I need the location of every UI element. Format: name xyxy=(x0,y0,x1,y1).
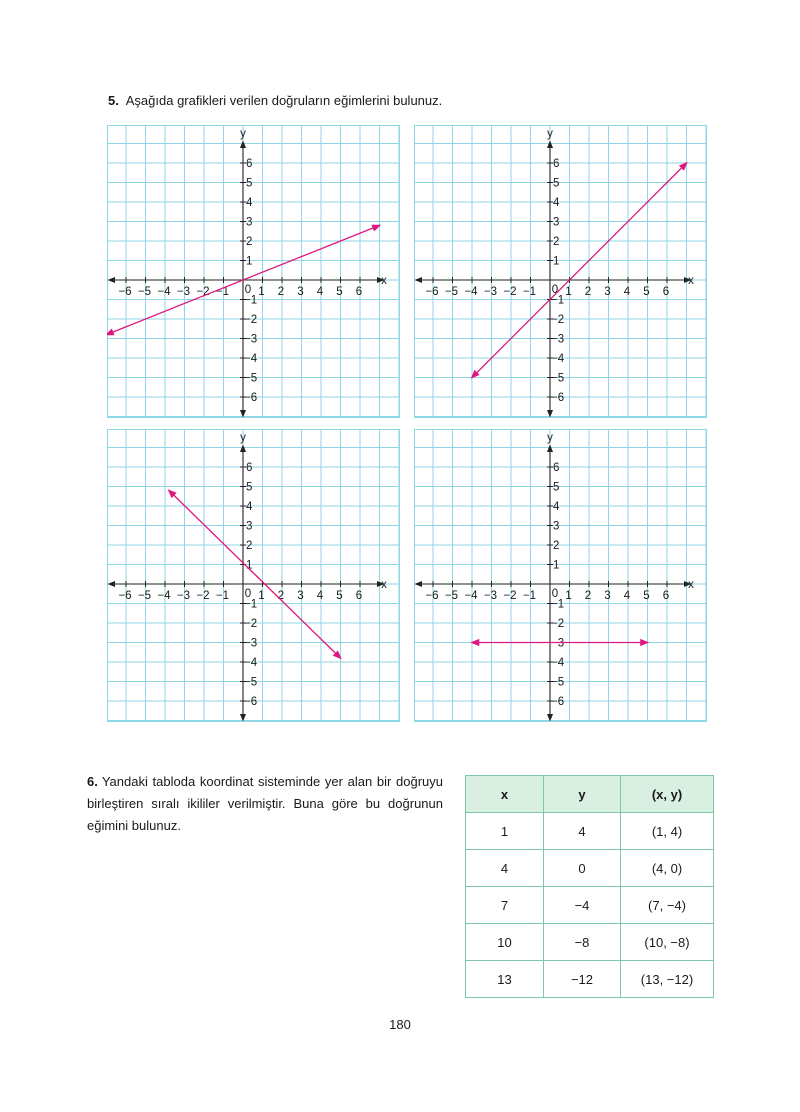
cell-pair: (7, −4) xyxy=(621,887,714,924)
x-tick-label: −1 xyxy=(522,286,537,298)
x-tick-label: −3 xyxy=(483,286,498,298)
y-tick-label: −5 xyxy=(244,372,258,385)
y-tick-label: −5 xyxy=(244,676,258,689)
y-tick-label: −3 xyxy=(244,333,258,346)
origin-label: 0 xyxy=(551,588,559,600)
y-tick-label: −2 xyxy=(244,618,258,630)
x-tick-label: 4 xyxy=(316,286,324,298)
plotted-line xyxy=(472,163,687,378)
x-tick-label: 4 xyxy=(316,590,324,602)
y-tick-label: 3 xyxy=(246,216,253,229)
x-axis-label: x xyxy=(381,275,387,287)
y-tick-label: −6 xyxy=(551,392,565,404)
y-tick-label: −4 xyxy=(551,657,565,669)
graph-3 xyxy=(107,429,400,722)
x-axis-label: x xyxy=(381,579,387,591)
y-tick-label: 4 xyxy=(553,501,560,513)
x-tick-label: 1 xyxy=(258,590,265,602)
graph-1 xyxy=(107,125,400,418)
cell-x: 1 xyxy=(466,813,544,850)
x-tick-label: 3 xyxy=(604,590,611,602)
y-tick-label: 2 xyxy=(246,540,253,552)
table-row xyxy=(466,813,714,850)
x-tick-label: −6 xyxy=(118,286,132,298)
x-axis-label: x xyxy=(688,275,694,287)
x-tick-label: −2 xyxy=(503,590,517,602)
graph-3-svg xyxy=(107,429,400,722)
y-tick-label: 3 xyxy=(553,520,560,533)
y-tick-label: 4 xyxy=(553,197,560,209)
y-tick-label: −3 xyxy=(551,637,565,650)
y-tick-label: 1 xyxy=(553,255,560,268)
cell-pair: (4, 0) xyxy=(621,850,714,887)
x-tick-label: 2 xyxy=(277,590,285,602)
table-header-row xyxy=(466,776,714,813)
y-axis-label: y xyxy=(240,432,246,444)
page-number: 180 xyxy=(389,1017,411,1032)
cell-x: 10 xyxy=(466,924,544,961)
y-tick-label: 3 xyxy=(246,520,253,533)
graph-4-svg xyxy=(414,429,707,722)
y-tick-label: 2 xyxy=(553,540,560,552)
x-tick-label: 3 xyxy=(604,286,611,298)
y-tick-label: −1 xyxy=(551,294,565,307)
cell-pair: (13, −12) xyxy=(621,961,714,998)
y-tick-label: 2 xyxy=(553,236,560,248)
x-tick-label: 6 xyxy=(355,590,363,602)
question-5-text: Aşağıda grafikleri verilen doğruların eğimlerini bulunuz. xyxy=(125,93,443,108)
y-tick-label: 4 xyxy=(246,501,253,513)
x-tick-label: −5 xyxy=(444,590,459,602)
x-tick-label: 6 xyxy=(662,590,670,602)
header-x: x xyxy=(466,776,544,813)
x-tick-label: 1 xyxy=(565,286,572,298)
question-5-number: 5. xyxy=(108,93,119,108)
y-tick-label: −6 xyxy=(551,696,565,708)
y-tick-label: 5 xyxy=(553,481,560,494)
x-tick-label: −2 xyxy=(196,286,210,298)
y-tick-label: 6 xyxy=(246,158,253,170)
x-tick-label: 5 xyxy=(643,590,650,602)
cell-pair: (10, −8) xyxy=(621,924,714,961)
x-tick-label: 1 xyxy=(258,286,265,298)
y-tick-label: −1 xyxy=(244,294,258,307)
cell-pair: (1, 4) xyxy=(621,813,714,850)
y-axis-label: y xyxy=(547,432,553,444)
cell-x: 7 xyxy=(466,887,544,924)
x-tick-label: −2 xyxy=(503,286,517,298)
y-tick-label: 1 xyxy=(246,255,253,268)
x-tick-label: −3 xyxy=(176,590,191,602)
cell-y: 4 xyxy=(544,813,621,850)
x-tick-label: −1 xyxy=(522,590,537,602)
y-tick-label: 6 xyxy=(553,158,560,170)
x-tick-label: −5 xyxy=(137,590,152,602)
y-tick-label: 5 xyxy=(246,177,253,190)
x-tick-label: −4 xyxy=(464,286,478,298)
x-tick-label: 2 xyxy=(584,590,592,602)
cell-y: −8 xyxy=(544,924,621,961)
x-tick-label: −4 xyxy=(464,590,478,602)
y-tick-label: 3 xyxy=(553,216,560,229)
y-tick-label: 4 xyxy=(246,197,253,209)
y-tick-label: −3 xyxy=(244,637,258,650)
question-6-number: 6. xyxy=(87,774,98,789)
table-row xyxy=(466,850,714,887)
y-tick-label: −2 xyxy=(551,314,565,326)
y-axis-label: y xyxy=(240,128,246,140)
question-6-text: Yandaki tabloda koordinat sisteminde yer alan bir doğruyu birleştiren sıralı ikililer verilmiştir. Buna göre bu doğrunun eğimini bulunuz. xyxy=(87,774,443,833)
y-tick-label: 1 xyxy=(553,559,560,572)
y-tick-label: −5 xyxy=(551,372,565,385)
graph-4 xyxy=(414,429,707,722)
cell-y: −12 xyxy=(544,961,621,998)
y-tick-label: −2 xyxy=(244,314,258,326)
y-tick-label: 5 xyxy=(553,177,560,190)
table-row xyxy=(466,924,714,961)
plotted-line xyxy=(169,490,341,658)
origin-label: 0 xyxy=(551,284,559,296)
y-tick-label: −3 xyxy=(551,333,565,346)
y-tick-label: −1 xyxy=(244,598,258,611)
x-tick-label: −4 xyxy=(157,286,171,298)
x-tick-label: −4 xyxy=(157,590,171,602)
graph-2 xyxy=(414,125,707,418)
origin-label: 0 xyxy=(244,284,252,296)
y-tick-label: −6 xyxy=(244,392,258,404)
y-tick-label: −1 xyxy=(551,598,565,611)
y-tick-label: −4 xyxy=(244,353,258,365)
x-tick-label: 3 xyxy=(297,286,304,298)
cell-x: 13 xyxy=(466,961,544,998)
x-tick-label: −1 xyxy=(215,590,230,602)
cell-y: 0 xyxy=(544,850,621,887)
x-tick-label: 4 xyxy=(623,286,631,298)
y-tick-label: 2 xyxy=(246,236,253,248)
x-tick-label: −6 xyxy=(425,590,439,602)
x-tick-label: 2 xyxy=(584,286,592,298)
x-tick-label: −5 xyxy=(444,286,459,298)
x-tick-label: −2 xyxy=(196,590,210,602)
table-row xyxy=(466,887,714,924)
x-tick-label: 6 xyxy=(662,286,670,298)
y-tick-label: −2 xyxy=(551,618,565,630)
y-tick-label: −4 xyxy=(551,353,565,365)
x-tick-label: 1 xyxy=(565,590,572,602)
x-tick-label: −5 xyxy=(137,286,152,298)
y-tick-label: −6 xyxy=(244,696,258,708)
x-axis-label: x xyxy=(688,579,694,591)
x-tick-label: 6 xyxy=(355,286,363,298)
x-tick-label: −6 xyxy=(118,590,132,602)
graph-2-svg xyxy=(414,125,707,418)
x-tick-label: 5 xyxy=(336,286,343,298)
x-tick-label: −3 xyxy=(483,590,498,602)
x-tick-label: 5 xyxy=(643,286,650,298)
y-tick-label: −5 xyxy=(551,676,565,689)
header-y: y xyxy=(544,776,621,813)
graph-1-svg xyxy=(107,125,400,418)
ordered-pairs-table xyxy=(465,775,714,998)
y-tick-label: 5 xyxy=(246,481,253,494)
question-5-prompt xyxy=(108,93,442,108)
cell-y: −4 xyxy=(544,887,621,924)
y-tick-label: 6 xyxy=(246,462,253,474)
x-tick-label: −3 xyxy=(176,286,191,298)
x-tick-label: 5 xyxy=(336,590,343,602)
y-tick-label: −4 xyxy=(244,657,258,669)
x-tick-label: 3 xyxy=(297,590,304,602)
x-tick-label: 2 xyxy=(277,286,285,298)
header-pair: (x, y) xyxy=(621,776,714,813)
x-tick-label: −6 xyxy=(425,286,439,298)
y-axis-label: y xyxy=(547,128,553,140)
cell-x: 4 xyxy=(466,850,544,887)
y-tick-label: 1 xyxy=(246,559,253,572)
origin-label: 0 xyxy=(244,588,252,600)
table-row xyxy=(466,961,714,998)
question-6-prompt xyxy=(87,771,443,837)
y-tick-label: 6 xyxy=(553,462,560,474)
x-tick-label: 4 xyxy=(623,590,631,602)
x-tick-label: −1 xyxy=(215,286,230,298)
